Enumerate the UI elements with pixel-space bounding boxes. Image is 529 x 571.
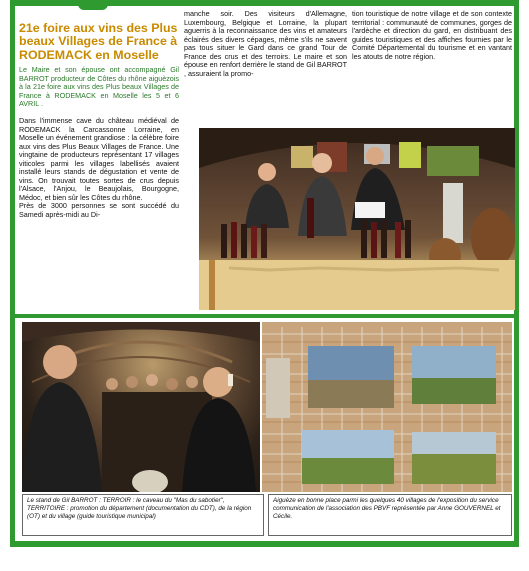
article-column-2 bbox=[184, 10, 347, 78]
article-body-col2: manche soir. Des visiteurs d'Allemagne, Luxembourg, Belgique et Lorraine, la plupart aguerris à la reconnaissance des vins et amateurs éclairés des divers cépages, même s'ils ne savent pas tous situer le Gard dans ce grand Tour de France des crus et des terroirs. Le maire et son épouse en renfort derrière le stand de Gil BARROT , assuraient la promo- bbox=[184, 9, 347, 78]
article-title: 21e foire aux vins des Plus beaux Villages de France à RODEMACK en Moselle bbox=[19, 21, 178, 62]
photo-cellar-crowd bbox=[22, 322, 260, 492]
article-body-col1-cont: Près de 3000 personnes se sont succédé du Samedi après-midi au Di- bbox=[19, 201, 179, 219]
section-divider bbox=[15, 314, 514, 318]
frame-bottom bbox=[10, 541, 519, 547]
caption-exhibition: Aiguèze en bonne place parmi les quelques 40 villages de l'exposition du service communication de l'association des PBVF représentée par Anne GOUVERNEL et Cécile. bbox=[268, 494, 512, 536]
article-column-1 bbox=[19, 20, 179, 220]
frame-left bbox=[10, 6, 15, 546]
caption-wine-stand: Le stand de Gil BARROT : TERROIR : le caveau du "Mas du sabotier", TERRITOIRE : promotion du département (documentation du CDT), de la région (OT) et du village (guide touristique municipal) bbox=[22, 494, 264, 536]
photo-exhibition-panels bbox=[262, 322, 512, 492]
photo-wine-stand bbox=[199, 128, 515, 310]
article-body-col3: tion touristique de notre village et de son contexte territorial : communauté de communes, gorges de l'ardèche et direction du gard, en distribuant des guides touristiques et des affiches fournies par le Comité Départemental du tourisme et en vantant les atouts de notre région. bbox=[352, 9, 512, 61]
frame-top-notch bbox=[78, 0, 108, 10]
article-lead: Le Maire et son épouse ont accompagné Gil BARROT producteur de Côtes du rhône aiguèzois à la 21e foire aux vins des Plus beaux Villages de France à RODEMACK en Moselle les 5 et 6 AVRIL . bbox=[19, 65, 179, 109]
article-body-col1: Dans l'immense cave du château médiéval de RODEMACK la Carcassonne Lorraine, en Moselle un événement grandiose : la célèbre foire aux vins des Plus Beaux Villages de France. Une vingtaine de producteurs représentant 17 villages viticoles parmi les villages labellisés avaient installé leurs stands de dégustation et vente de vins. On trouvait toutes sortes de crus depuis l'Alsace, l'Anjou, le Beaujolais, Bourgogne, Médoc, et bien sûr les Côtes du rhône. bbox=[19, 115, 179, 202]
article-column-3 bbox=[352, 10, 512, 61]
